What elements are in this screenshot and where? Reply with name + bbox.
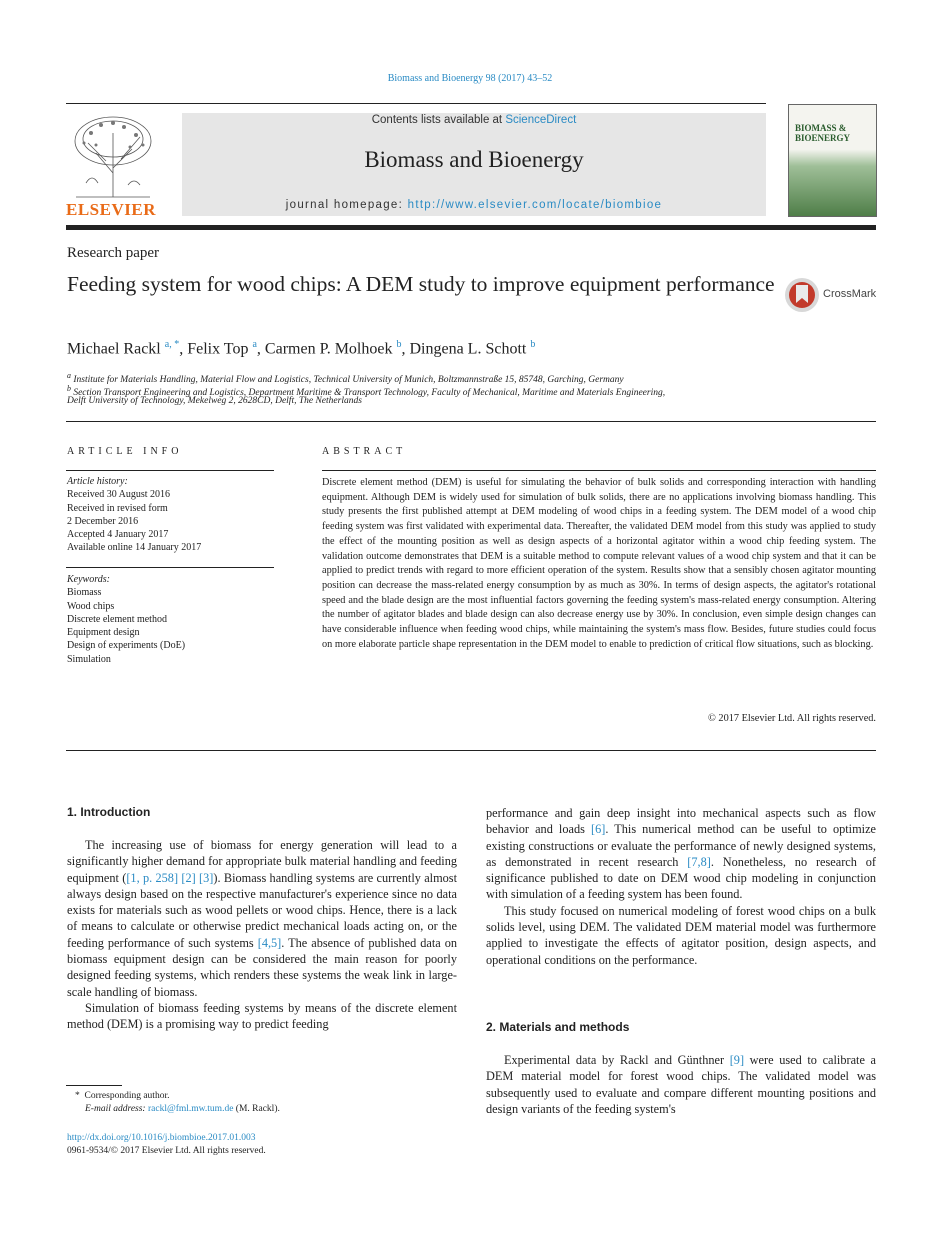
author-name[interactable]: Carmen P. Molhoek (264, 340, 393, 358)
article-history (67, 475, 201, 555)
affiliation-rule (66, 421, 876, 422)
abstract-heading: ABSTRACT (322, 446, 407, 457)
keyword: Design of experiments (DoE) (67, 640, 186, 652)
contents-line: Contents lists available at ScienceDirect (371, 114, 577, 126)
affiliation-b: $^b$ Section Transport Engineering and Logistics, Department Maritime & Transport Technology, Faculty of Mechanical, Maritime and Materials Engineering, (67, 384, 666, 399)
doi-block (67, 1132, 266, 1158)
journal-citation[interactable]: Biomass and Bioenergy 98 (2017) 43–52 (387, 73, 553, 84)
ref-link[interactable]: [4,5] (257, 935, 282, 950)
ref-link[interactable]: [6] (590, 822, 606, 837)
ref-link[interactable]: [9] (729, 1053, 745, 1067)
journal-cover-image[interactable] (788, 104, 877, 217)
right-paragraph-1: performance and gain deep insight into mechanical aspects such as flow behavior and loads [6]. This numerical method can be useful to optimize existing constructions or evaluate the performance of newly designed systems, as demonstrated in recent research [7,8]. Nonetheless, no research of significance published to date on DEM wood chip modeling in conjunction with simulation of a feeding system has been found. (486, 806, 877, 902)
footnote-rule (66, 1085, 122, 1086)
methods-column (486, 1052, 876, 1117)
intro-column (67, 837, 457, 1033)
intro-paragraph-2: Simulation of biomass feeding systems by means of the discrete element method (DEM) is a promising way to predict feeding (67, 1000, 457, 1032)
crossmark-label: CrossMark (823, 288, 877, 300)
history-item: Received in revised form (67, 502, 168, 514)
issn-line: 0961-9534/© 2017 Elsevier Ltd. All rights reserved. (67, 1146, 266, 1156)
history-label: Article history: (67, 476, 128, 487)
journal-name: Biomass and Bioenergy (364, 147, 584, 172)
keyword: Simulation (67, 653, 111, 665)
corresponding-footnote: * Corresponding author. E-mail address: rackl@fml.mw.tum.de (M. Rackl). (75, 1091, 280, 1114)
journal-homepage: journal homepage: http://www.elsevier.com/locate/biombioe (285, 199, 663, 211)
affiliation-b-cont: Delft University of Technology, Mekelweg 2, 2628CD, Delft, The Netherlands (67, 396, 362, 406)
abstract-copyright: © 2017 Elsevier Ltd. All rights reserved. (708, 713, 876, 724)
intro-heading: 1. Introduction (67, 805, 151, 819)
homepage-link[interactable]: http://www.elsevier.com/locate/biombioe (407, 199, 663, 211)
article-title: Feeding system for wood chips: A DEM study to improve equipment performance (67, 272, 775, 296)
affiliation-a: $^a$ Institute for Materials Handling, Material Flow and Logistics, Technical University of Munich, Boltzmannstraße 15, 85748, Garching, Germany (67, 371, 624, 386)
author-sup[interactable]: b (396, 339, 402, 350)
history-item: Accepted 4 January 2017 (67, 529, 169, 541)
ref-link[interactable]: [1, p. 258] [2] [3] (126, 870, 214, 885)
keyword: Wood chips (67, 600, 115, 612)
header-top-rule (66, 103, 766, 104)
article-type: Research paper (67, 245, 160, 261)
methods-heading: 2. Materials and methods (486, 1020, 630, 1034)
keywords-rule (66, 567, 274, 568)
author-list: Michael Rackl $^{a, *}$, Felix Top $^a$, Carmen P. Molhoek $^b$, Dingena L. Schott $^b$ (67, 339, 536, 358)
article-info-rule (66, 470, 274, 471)
ref-link[interactable]: [7,8] (687, 854, 711, 869)
author-name[interactable]: Felix Top (187, 340, 249, 358)
author-name[interactable]: Michael Rackl (67, 340, 161, 358)
keyword: Equipment design (67, 627, 140, 639)
history-item: 2 December 2016 (67, 515, 139, 527)
crossmark-button[interactable] (784, 277, 876, 313)
keywords (67, 573, 185, 666)
email-link[interactable]: rackl@fml.mw.tum.de (147, 1104, 234, 1114)
sciencedirect-link[interactable]: ScienceDirect (505, 114, 577, 126)
abstract-rule (322, 470, 876, 471)
keywords-label: Keywords: (67, 574, 110, 585)
footnote-marker: * (75, 1091, 80, 1101)
publisher-logo-text: ELSEVIER (66, 200, 156, 219)
article-info-heading: ARTICLE INFO (67, 446, 183, 457)
right-paragraph-2: This study focused on numerical modeling of forest wood chips on a bulk solids level, using DEM. The validated DEM material model was furthermore applied to investigate the effects of agitator position, design aspects, and operational conditions on the performance. (486, 903, 876, 967)
author-sup[interactable]: a (252, 339, 257, 350)
header-thick-rule (66, 225, 876, 230)
history-item: Available online 14 January 2017 (67, 542, 202, 554)
history-item: Received 30 August 2016 (67, 489, 171, 501)
intro-paragraph-1: The increasing use of biomass for energy generation will lead to a significantly higher demand for appropriate bulk material handling and feeding equipment ([1, p. 258] [2] [3]). Biomass handling systems are currently almost always design based on the respective manufacturer's experience since no data exists for materials such as wood pellets or wood chips. Hence, there is a lack of means to calculate or otherwise predict mechanical loads acting on, or the feeding performance of such systems [4,5]. The absence of published data on biomass equipment design can be considered the main reason for poorly designed feeding systems, which renders these systems the weak link in large-scale handling of biomass. (67, 838, 457, 999)
right-column-top (486, 805, 876, 968)
journal-banner (182, 113, 766, 216)
author-sup[interactable]: a, * (164, 339, 180, 350)
abstract-bottom-rule (66, 750, 876, 751)
doi-link[interactable]: http://dx.doi.org/10.1016/j.biombioe.2017.01.003 (67, 1133, 256, 1143)
author-sup[interactable]: b (530, 339, 536, 350)
abstract-text: Discrete element method (DEM) is useful for simulating the behavior of bulk solids and corresponding interaction with handling equipment. Although DEM is widely used for simulation of bulk solids, there are no applications involving biomass handling. This study presents the first published attempt at DEM modeling of wood chips in a feeding system. The DEM model of a wood chip feeding system was first validated with experimental data. Thereafter, the validated DEM model from this study was applied to study the effect of the mounting position as well as design aspects of a horizontal agitator within a wood chip feeding system. The validation outcome demonstrates that DEM is a suitable method to compute relevant values of a wood chip system and that it can be applied to predict trends with regard to more efficient operation of the system. Results show that a sensibly chosen agitator mounting position can decrease the mass-related energy consumption by as much as 30%. In terms of design aspects, the agitator's rotational speed and the blade design are the most influential factors governing the feeding system's mass-related energy consumption. Altering the number of agitator blades and blade design can also decrease energy use by 30%. In conclusion, even simple design changes can have considerable influence when feeding wood chips, while maintaining the system's mass flow. Besides, future studies could focus on more elaborate particle shape representation in the DEM model to enable to prediction of critical flow situations, such as blocking. (322, 477, 876, 650)
keyword: Discrete element method (67, 613, 167, 625)
methods-paragraph-1: Experimental data by Rackl and Günthner [9] were used to calibrate a DEM material model for forest wood chips. The validated model was subsequently used to evaluate and compare different mounting positions and design variants of the feeding system's (486, 1053, 876, 1116)
author-name[interactable]: Dingena L. Schott (409, 340, 527, 358)
cover-title: BIOMASS & BIOENERGY (795, 123, 851, 143)
keyword: Biomass (67, 587, 102, 599)
crossmark-icon (784, 277, 820, 313)
